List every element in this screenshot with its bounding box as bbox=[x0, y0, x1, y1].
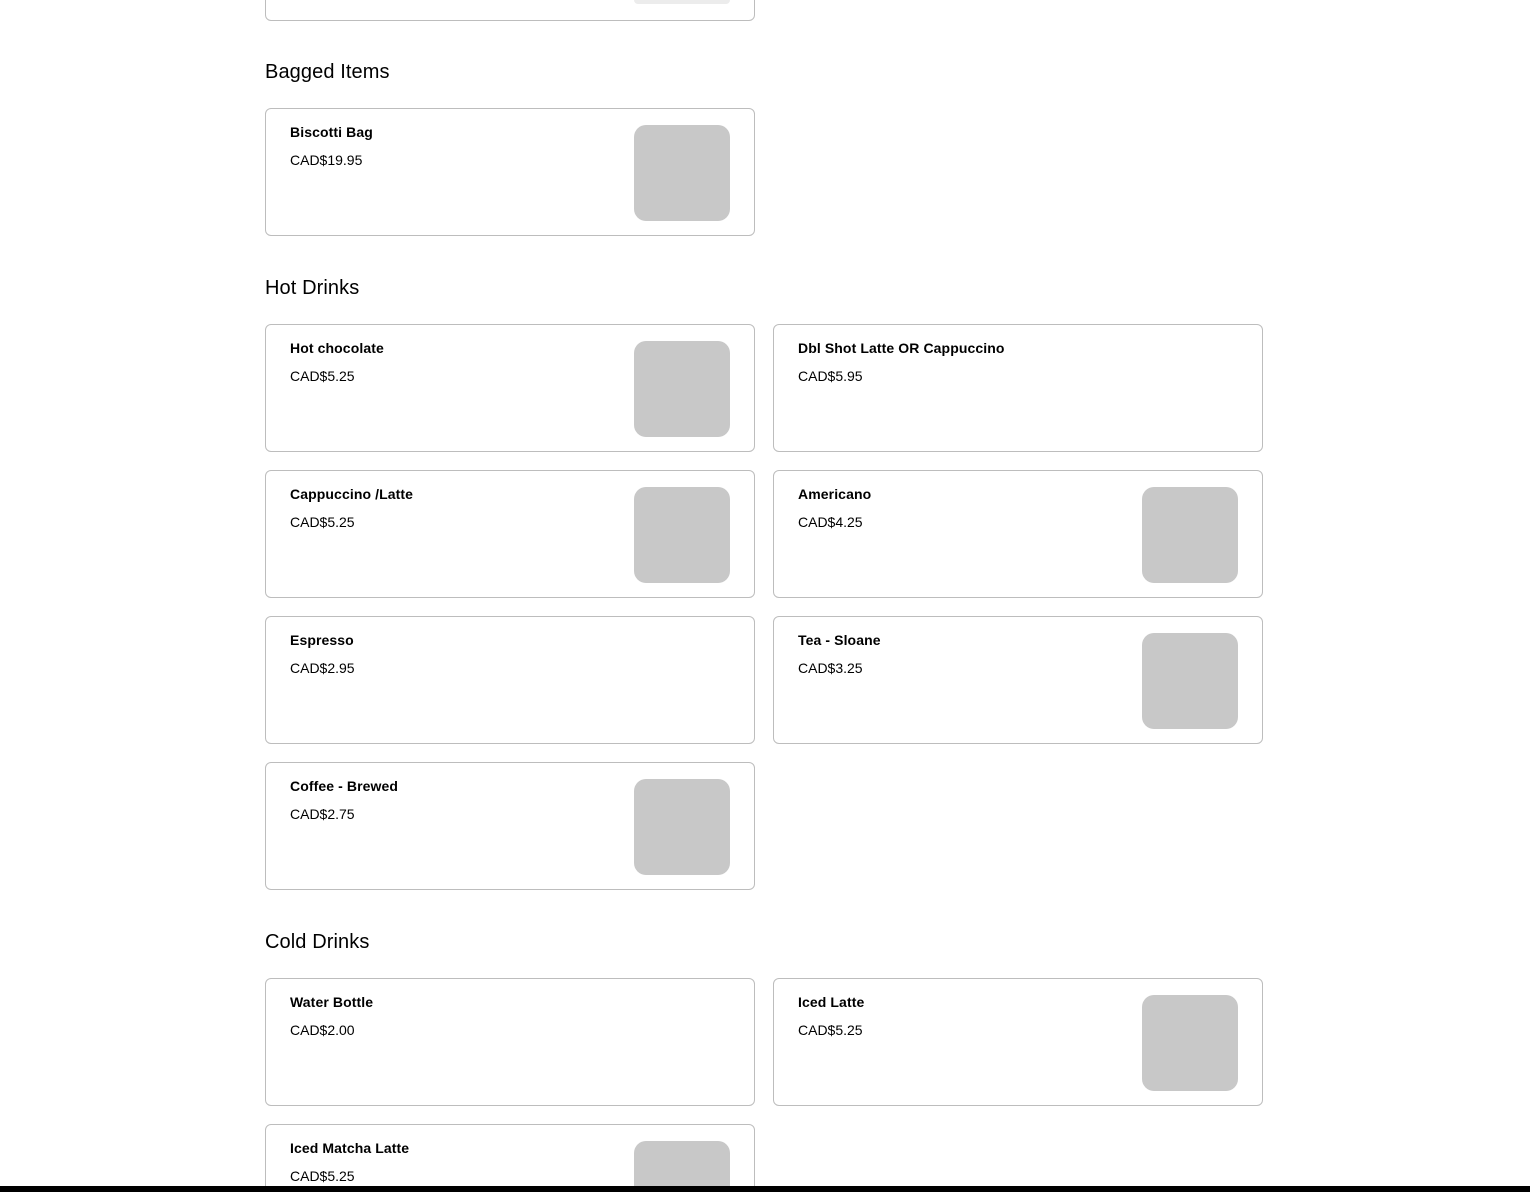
item-price: CAD$5.95 bbox=[798, 368, 863, 384]
item-price: CAD$19.95 bbox=[290, 152, 363, 168]
menu-item-card[interactable] bbox=[265, 978, 755, 1106]
item-name: Americano bbox=[798, 486, 872, 502]
item-name: Iced Matcha Latte bbox=[290, 1140, 410, 1156]
section-title-bagged-items: Bagged Items bbox=[265, 61, 390, 83]
item-name: Cappuccino /Latte bbox=[290, 486, 414, 502]
item-name: Dbl Shot Latte OR Cappuccino bbox=[798, 340, 1005, 356]
item-price: CAD$4.25 bbox=[798, 514, 863, 530]
item-price: CAD$5.25 bbox=[798, 1022, 863, 1038]
item-image-placeholder bbox=[634, 0, 730, 4]
item-name: Hot chocolate bbox=[290, 340, 384, 356]
section-title-hot-drinks: Hot Drinks bbox=[265, 277, 360, 299]
menu-item-card[interactable] bbox=[773, 978, 1263, 1106]
menu-item-card[interactable] bbox=[265, 1124, 755, 1192]
section-title-cold-drinks: Cold Drinks bbox=[265, 931, 370, 953]
item-image-placeholder bbox=[634, 487, 730, 583]
menu-item-card[interactable] bbox=[773, 616, 1263, 744]
item-price: CAD$5.25 bbox=[290, 1168, 355, 1184]
item-name: Biscotti Bag bbox=[290, 124, 373, 140]
item-price: CAD$2.95 bbox=[290, 660, 355, 676]
item-price: CAD$2.00 bbox=[290, 1022, 355, 1038]
menu-item-card[interactable] bbox=[265, 324, 755, 452]
menu-item-card[interactable] bbox=[265, 762, 755, 890]
item-price: CAD$3.25 bbox=[798, 660, 863, 676]
item-name: Espresso bbox=[290, 632, 354, 648]
item-price: CAD$2.75 bbox=[290, 806, 355, 822]
menu-item-card-partial[interactable] bbox=[265, 0, 755, 21]
item-image-placeholder bbox=[634, 779, 730, 875]
menu-item-card[interactable] bbox=[265, 470, 755, 598]
item-image-placeholder bbox=[1142, 995, 1238, 1091]
item-name: Tea - Sloane bbox=[798, 632, 881, 648]
item-name: Coffee - Brewed bbox=[290, 778, 399, 794]
item-name: Iced Latte bbox=[798, 994, 865, 1010]
menu-item-card[interactable] bbox=[265, 108, 755, 236]
bottom-bar bbox=[0, 1186, 1530, 1192]
item-image-placeholder bbox=[1142, 487, 1238, 583]
item-name: Water Bottle bbox=[290, 994, 374, 1010]
item-image-placeholder bbox=[1142, 633, 1238, 729]
item-image-placeholder bbox=[634, 1141, 730, 1192]
item-price: CAD$5.25 bbox=[290, 368, 355, 384]
menu-item-card[interactable] bbox=[265, 616, 755, 744]
menu-item-card[interactable] bbox=[773, 324, 1263, 452]
item-image-placeholder bbox=[634, 341, 730, 437]
item-price: CAD$5.25 bbox=[290, 514, 355, 530]
item-image-placeholder bbox=[634, 125, 730, 221]
menu-item-card[interactable] bbox=[773, 470, 1263, 598]
